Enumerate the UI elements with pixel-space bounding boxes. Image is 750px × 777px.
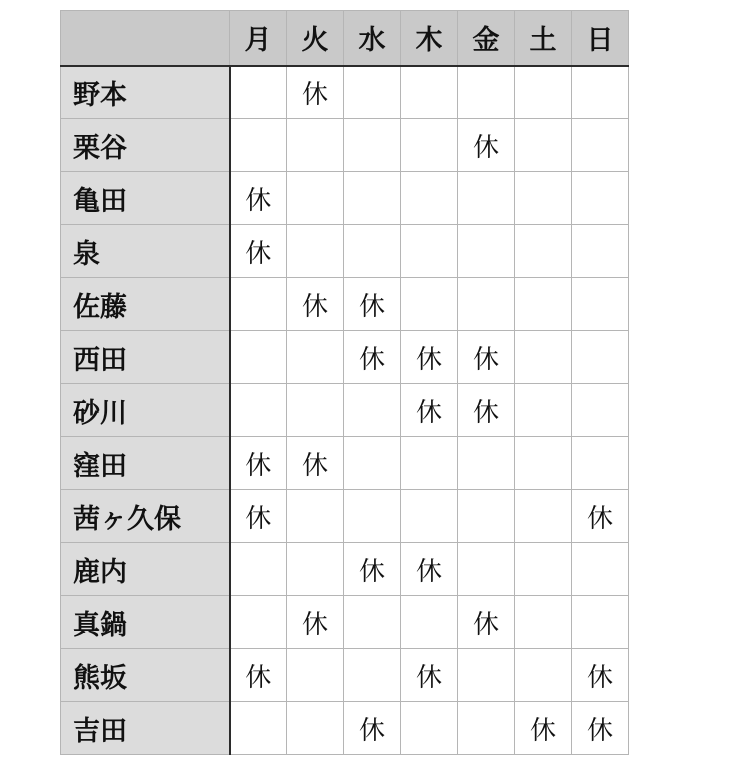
table-row <box>61 278 629 331</box>
schedule-cell <box>401 66 458 119</box>
employee-name: 栗谷 <box>61 119 230 172</box>
schedule-cell: 休 <box>401 331 458 384</box>
schedule-cell: 休 <box>401 543 458 596</box>
schedule-cell <box>401 702 458 755</box>
table-row <box>61 119 629 172</box>
table-row <box>61 543 629 596</box>
schedule-cell <box>344 437 401 490</box>
schedule-cell <box>515 278 572 331</box>
schedule-cell: 休 <box>344 331 401 384</box>
schedule-cell <box>344 172 401 225</box>
table-row <box>61 331 629 384</box>
schedule-cell <box>287 331 344 384</box>
schedule-cell: 休 <box>230 225 287 278</box>
schedule-cell: 休 <box>401 384 458 437</box>
schedule-cell: 休 <box>344 543 401 596</box>
schedule-cell <box>230 596 287 649</box>
day-header-fri: 金 <box>458 11 515 66</box>
employee-name: 茜ヶ久保 <box>61 490 230 543</box>
schedule-cell: 休 <box>401 649 458 702</box>
day-header-sun: 日 <box>572 11 629 66</box>
schedule-cell <box>572 384 629 437</box>
schedule-cell: 休 <box>230 490 287 543</box>
table-row <box>61 172 629 225</box>
schedule-cell <box>515 119 572 172</box>
schedule-cell <box>572 437 629 490</box>
schedule-cell <box>287 225 344 278</box>
schedule-cell <box>458 490 515 543</box>
table-row <box>61 596 629 649</box>
schedule-cell <box>458 225 515 278</box>
schedule-cell <box>458 66 515 119</box>
schedule-cell <box>401 172 458 225</box>
schedule-cell <box>458 543 515 596</box>
table-row <box>61 490 629 543</box>
table-row <box>61 384 629 437</box>
schedule-cell <box>344 119 401 172</box>
schedule-cell: 休 <box>287 437 344 490</box>
schedule-cell <box>401 437 458 490</box>
table-row <box>61 702 629 755</box>
schedule-cell <box>515 172 572 225</box>
schedule-cell: 休 <box>515 702 572 755</box>
schedule-cell: 休 <box>458 119 515 172</box>
schedule-cell <box>344 596 401 649</box>
schedule-cell <box>287 543 344 596</box>
day-header-tue: 火 <box>287 11 344 66</box>
schedule-cell: 休 <box>572 649 629 702</box>
schedule-cell <box>230 702 287 755</box>
schedule-cell <box>230 278 287 331</box>
schedule-cell <box>458 437 515 490</box>
schedule-cell <box>572 596 629 649</box>
employee-name: 鹿内 <box>61 543 230 596</box>
schedule-cell <box>572 225 629 278</box>
schedule-cell <box>230 66 287 119</box>
schedule-cell <box>515 331 572 384</box>
schedule-cell <box>572 119 629 172</box>
schedule-cell: 休 <box>230 172 287 225</box>
table-row <box>61 649 629 702</box>
schedule-cell <box>572 543 629 596</box>
schedule-cell <box>515 490 572 543</box>
employee-name: 亀田 <box>61 172 230 225</box>
schedule-cell <box>458 702 515 755</box>
day-header-mon: 月 <box>230 11 287 66</box>
employee-name: 泉 <box>61 225 230 278</box>
schedule-cell <box>572 66 629 119</box>
schedule-cell <box>515 384 572 437</box>
schedule-cell <box>401 278 458 331</box>
corner-cell <box>61 11 230 66</box>
schedule-cell <box>344 649 401 702</box>
schedule-cell <box>401 596 458 649</box>
schedule-cell <box>344 225 401 278</box>
schedule-cell <box>458 172 515 225</box>
schedule-cell <box>572 172 629 225</box>
schedule-cell: 休 <box>458 331 515 384</box>
schedule-cell: 休 <box>572 702 629 755</box>
shift-schedule-table <box>60 10 629 755</box>
schedule-cell <box>458 649 515 702</box>
table-row <box>61 437 629 490</box>
schedule-cell <box>230 384 287 437</box>
schedule-cell <box>401 490 458 543</box>
header-row <box>61 11 629 66</box>
schedule-cell: 休 <box>230 437 287 490</box>
schedule-cell <box>287 384 344 437</box>
employee-name: 吉田 <box>61 702 230 755</box>
schedule-cell <box>287 119 344 172</box>
schedule-cell: 休 <box>572 490 629 543</box>
schedule-cell: 休 <box>230 649 287 702</box>
employee-name: 窪田 <box>61 437 230 490</box>
schedule-cell <box>287 490 344 543</box>
schedule-cell <box>515 437 572 490</box>
schedule-cell <box>287 702 344 755</box>
schedule-cell <box>515 596 572 649</box>
schedule-cell <box>287 172 344 225</box>
schedule-cell <box>344 490 401 543</box>
schedule-cell <box>230 543 287 596</box>
schedule-cell: 休 <box>287 66 344 119</box>
day-header-thu: 木 <box>401 11 458 66</box>
schedule-cell <box>515 543 572 596</box>
employee-name: 野本 <box>61 66 230 119</box>
schedule-cell: 休 <box>458 384 515 437</box>
schedule-cell <box>287 649 344 702</box>
schedule-cell <box>458 278 515 331</box>
schedule-cell <box>515 225 572 278</box>
schedule-cell: 休 <box>287 596 344 649</box>
schedule-cell <box>344 66 401 119</box>
employee-name: 佐藤 <box>61 278 230 331</box>
table-row <box>61 225 629 278</box>
employee-name: 砂川 <box>61 384 230 437</box>
schedule-cell <box>401 119 458 172</box>
schedule-cell: 休 <box>344 278 401 331</box>
employee-name: 西田 <box>61 331 230 384</box>
employee-name: 真鍋 <box>61 596 230 649</box>
schedule-cell <box>344 384 401 437</box>
table-row <box>61 66 629 119</box>
schedule-cell <box>572 331 629 384</box>
schedule-cell <box>515 649 572 702</box>
employee-name: 熊坂 <box>61 649 230 702</box>
schedule-cell: 休 <box>287 278 344 331</box>
schedule-cell: 休 <box>344 702 401 755</box>
schedule-cell <box>401 225 458 278</box>
schedule-cell <box>572 278 629 331</box>
day-header-sat: 土 <box>515 11 572 66</box>
schedule-cell <box>515 66 572 119</box>
schedule-cell: 休 <box>458 596 515 649</box>
schedule-cell <box>230 119 287 172</box>
day-header-wed: 水 <box>344 11 401 66</box>
schedule-cell <box>230 331 287 384</box>
